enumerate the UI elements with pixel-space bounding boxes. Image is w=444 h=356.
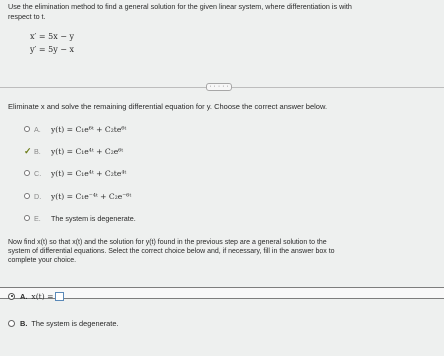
- choice-letter: E.: [34, 213, 41, 223]
- problem-statement: [8, 2, 438, 21]
- choice-e[interactable]: [24, 212, 136, 224]
- choice-equation: y(t) = C₁e⁻⁴ᵗ + C₂e⁻⁶ᵗ: [51, 191, 132, 201]
- follow-up-statement: [8, 238, 438, 265]
- choice-letter: A.: [34, 124, 41, 134]
- choice-d[interactable]: [24, 190, 131, 202]
- radio-button[interactable]: [8, 320, 15, 327]
- choice-letter: B.: [34, 146, 41, 156]
- choice-c[interactable]: [24, 167, 126, 179]
- answer-letter: A.: [20, 291, 28, 301]
- selected-radio-button[interactable]: [8, 293, 15, 300]
- choice-equation: y(t) = C₁e⁴ᵗ + C₂e⁶ᵗ: [51, 146, 124, 156]
- radio-button[interactable]: [24, 126, 30, 132]
- choice-letter: D.: [34, 191, 42, 201]
- radio-button[interactable]: [24, 215, 30, 221]
- follow-up-line-3: complete your choice.: [8, 257, 77, 264]
- checkmark-icon: ✓: [24, 146, 32, 156]
- choice-equation: y(t) = C₁e⁶ᵗ + C₂te⁶ᵗ: [51, 124, 127, 134]
- equation-x-prime: x′ = 5x − y: [30, 32, 75, 41]
- choice-equation: y(t) = C₁e⁴ᵗ + C₂te⁴ᵗ: [51, 168, 127, 178]
- equation-y-prime: y′ = 5y − x: [30, 45, 75, 54]
- instruction-text: Eliminate x and solve the remaining differential equation for y. Choose the correct answer below.: [8, 102, 328, 111]
- answer-choice-frame: [0, 287, 444, 299]
- choice-b[interactable]: [24, 145, 123, 157]
- problem-line-2: respect to t.: [8, 11, 46, 21]
- radio-button[interactable]: [24, 170, 30, 176]
- expand-button[interactable]: · · · · ·: [206, 83, 232, 91]
- follow-up-line-1: Now find x(t) so that x(t) and the solution for y(t) found in the previous step are a general solution to the: [8, 239, 327, 246]
- answer-text: The system is degenerate.: [31, 318, 119, 328]
- answer-option-b[interactable]: [8, 317, 119, 329]
- choice-text: The system is degenerate.: [51, 213, 136, 223]
- choice-letter: C.: [34, 168, 42, 178]
- radio-button[interactable]: [24, 193, 30, 199]
- follow-up-line-2: system of differential equations. Select the correct choice below and, if necessary, fill in the answer box to: [8, 248, 335, 255]
- answer-label: x(t) =: [31, 291, 54, 301]
- answer-option-a[interactable]: [8, 290, 64, 302]
- answer-letter: B.: [20, 318, 28, 328]
- choice-a[interactable]: [24, 123, 126, 135]
- problem-line-1: Use the elimination method to find a general solution for the given linear system, where differentiation is with: [8, 2, 352, 11]
- answer-input[interactable]: [55, 292, 64, 301]
- differential-system: [30, 30, 74, 56]
